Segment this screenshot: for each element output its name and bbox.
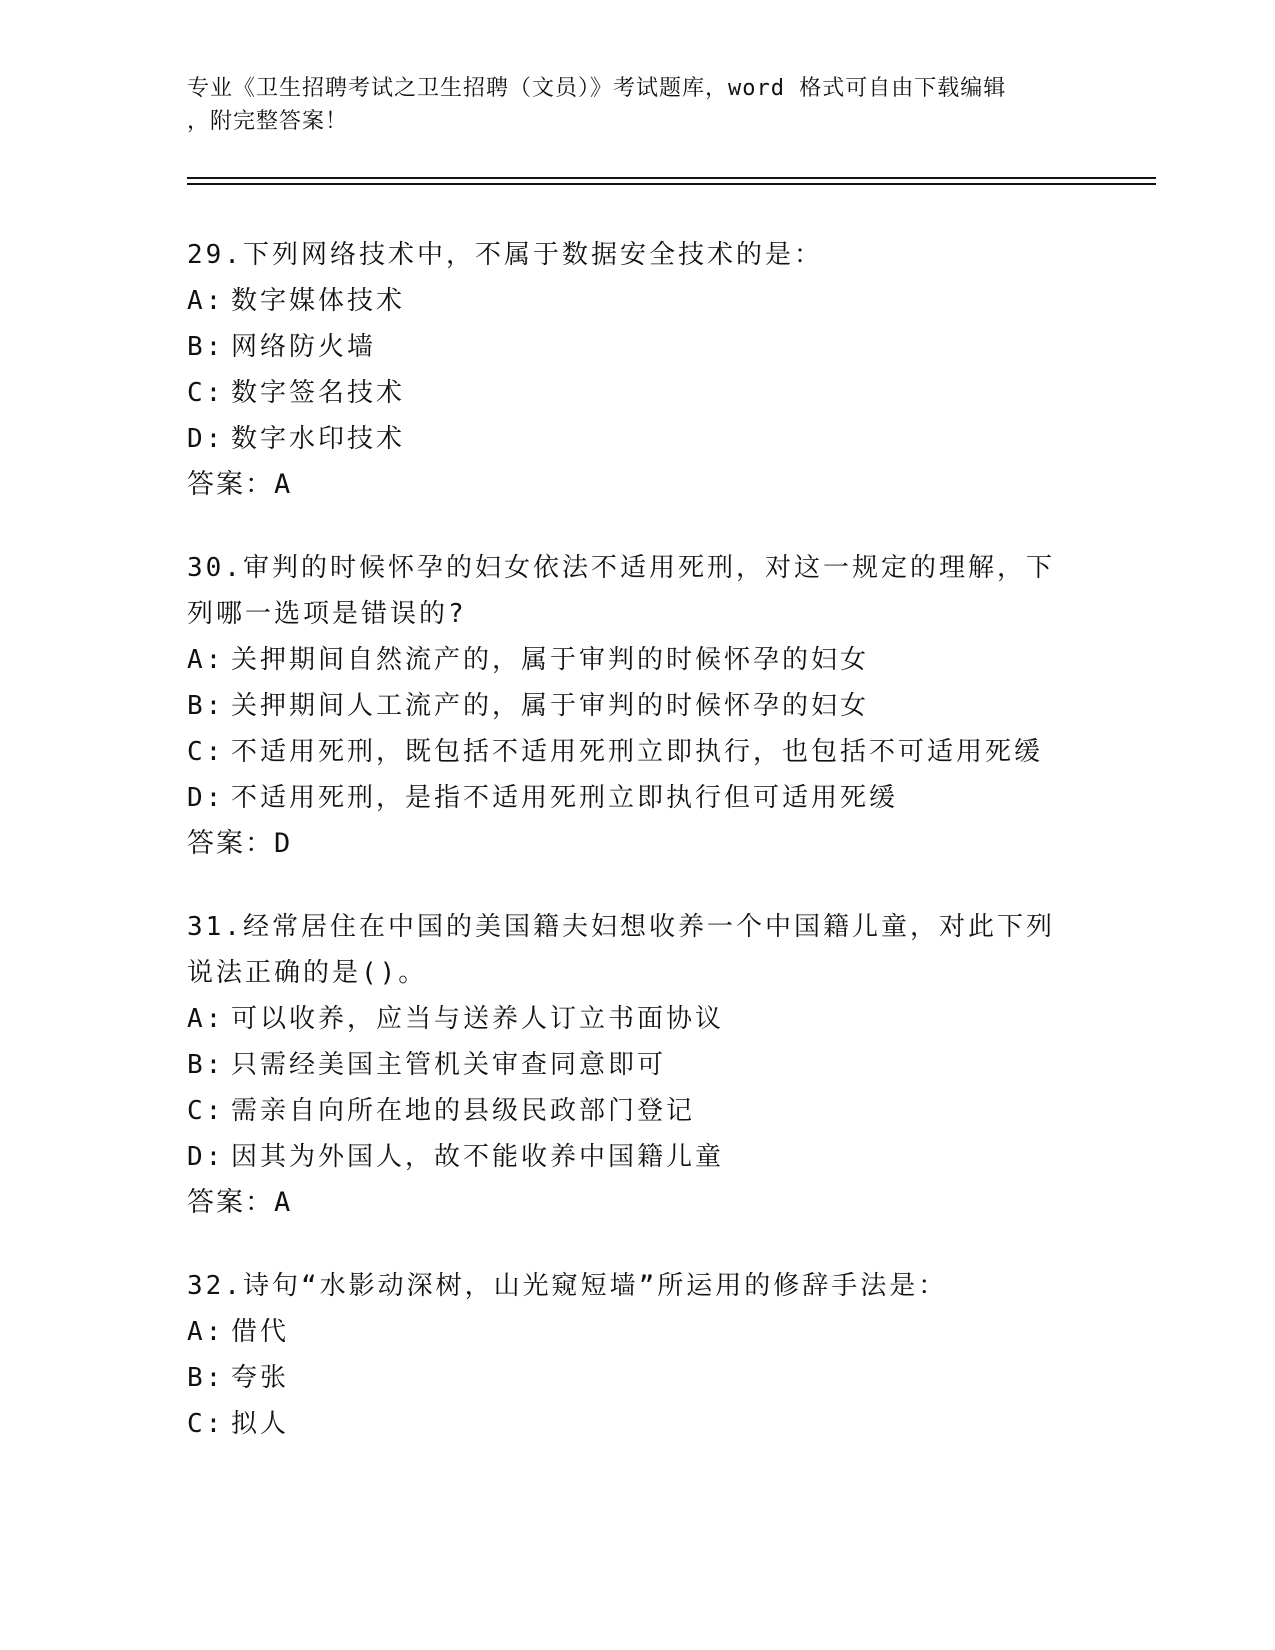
option-a bbox=[187, 996, 1087, 1042]
question-31 bbox=[187, 904, 1087, 1226]
option-key: C: bbox=[187, 1409, 225, 1439]
option-text: 不适用死刑，是指不适用死刑立即执行但可适用死缓 bbox=[231, 783, 899, 813]
question-29 bbox=[187, 232, 1087, 508]
answer-value: D bbox=[274, 828, 293, 859]
option-key: A: bbox=[187, 1004, 225, 1034]
option-text: 拟人 bbox=[231, 1409, 290, 1439]
option-key: C: bbox=[187, 1096, 225, 1126]
option-b bbox=[187, 683, 1087, 729]
option-text: 关押期间人工流产的，属于审判的时候怀孕的妇女 bbox=[231, 691, 870, 721]
header-line-1: 专业《卫生招聘考试之卫生招聘（文员）》考试题库，word 格式可自由下载编辑 bbox=[187, 76, 1007, 101]
answer-line bbox=[187, 1180, 1087, 1226]
header-divider-top bbox=[187, 177, 1156, 179]
answer-label: 答案： bbox=[187, 828, 274, 859]
option-text: 可以收养，应当与送养人订立书面协议 bbox=[231, 1004, 725, 1034]
answer-value: A bbox=[274, 469, 293, 500]
option-key: A: bbox=[187, 286, 225, 316]
option-key: B: bbox=[187, 332, 225, 362]
option-key: A: bbox=[187, 645, 225, 675]
option-text: 只需经美国主管机关审查同意即可 bbox=[231, 1050, 667, 1080]
option-text: 网络防火墙 bbox=[231, 332, 377, 362]
answer-line bbox=[187, 821, 1087, 867]
option-key: C: bbox=[187, 737, 225, 767]
question-stem: 29.下列网络技术中，不属于数据安全技术的是： bbox=[187, 240, 823, 270]
option-text: 不适用死刑，既包括不适用死刑立即执行，也包括不可适用死缓 bbox=[231, 737, 1044, 767]
option-d bbox=[187, 1134, 1087, 1180]
header-divider-bottom bbox=[187, 183, 1156, 185]
question-30 bbox=[187, 545, 1087, 867]
option-text: 借代 bbox=[231, 1317, 290, 1347]
option-d bbox=[187, 775, 1087, 821]
option-c bbox=[187, 1088, 1087, 1134]
option-text: 因其为外国人，故不能收养中国籍儿童 bbox=[231, 1142, 725, 1172]
question-stem: 31.经常居住在中国的美国籍夫妇想收养一个中国籍儿童，对此下列说法正确的是()。 bbox=[187, 912, 1055, 988]
option-b bbox=[187, 1042, 1087, 1088]
answer-value: A bbox=[274, 1187, 293, 1218]
option-c bbox=[187, 1401, 1087, 1447]
option-key: D: bbox=[187, 783, 225, 813]
option-a bbox=[187, 1309, 1087, 1355]
option-text: 关押期间自然流产的，属于审判的时候怀孕的妇女 bbox=[231, 645, 870, 675]
option-c bbox=[187, 729, 1087, 775]
option-b bbox=[187, 1355, 1087, 1401]
document-header bbox=[187, 72, 1067, 138]
option-key: D: bbox=[187, 424, 225, 454]
option-c bbox=[187, 370, 1087, 416]
option-key: A: bbox=[187, 1317, 225, 1347]
header-line-2: ，附完整答案！ bbox=[187, 109, 349, 134]
option-key: B: bbox=[187, 1050, 225, 1080]
question-list bbox=[187, 232, 1087, 1484]
option-text: 数字签名技术 bbox=[231, 378, 406, 408]
option-key: B: bbox=[187, 691, 225, 721]
answer-label: 答案： bbox=[187, 469, 274, 500]
option-text: 数字水印技术 bbox=[231, 424, 406, 454]
question-stem: 32.诗句“水影动深树，山光窥短墙”所运用的修辞手法是： bbox=[187, 1271, 948, 1301]
option-text: 夸张 bbox=[231, 1363, 290, 1393]
answer-line bbox=[187, 462, 1087, 508]
option-d bbox=[187, 416, 1087, 462]
option-key: D: bbox=[187, 1142, 225, 1172]
answer-label: 答案： bbox=[187, 1187, 274, 1218]
question-stem: 30.审判的时候怀孕的妇女依法不适用死刑，对这一规定的理解，下列哪一选项是错误的? bbox=[187, 553, 1055, 629]
option-a bbox=[187, 637, 1087, 683]
option-text: 需亲自向所在地的县级民政部门登记 bbox=[231, 1096, 696, 1126]
option-a bbox=[187, 278, 1087, 324]
question-32 bbox=[187, 1263, 1087, 1447]
option-b bbox=[187, 324, 1087, 370]
option-key: C: bbox=[187, 378, 225, 408]
option-key: B: bbox=[187, 1363, 225, 1393]
option-text: 数字媒体技术 bbox=[231, 286, 406, 316]
